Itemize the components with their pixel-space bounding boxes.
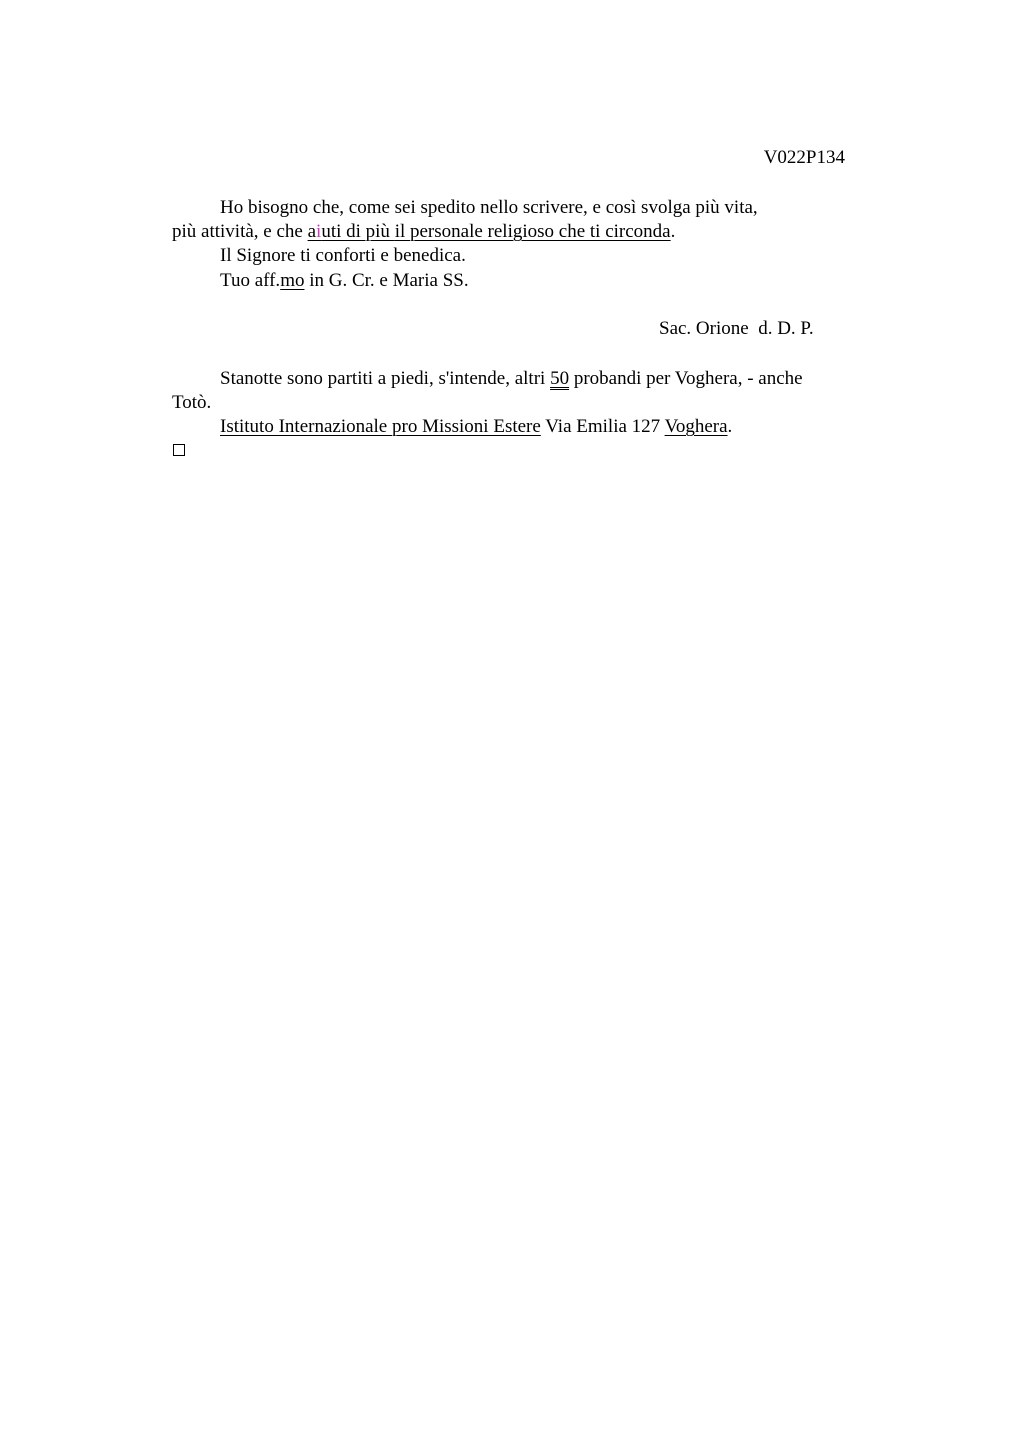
paragraph-line <box>172 220 675 244</box>
text-run: uti di più <box>321 221 395 242</box>
blessing-line <box>220 244 466 268</box>
address-line <box>220 415 732 439</box>
text-run: probandi per Voghera, - anche <box>569 368 803 389</box>
text-run: . <box>727 416 733 437</box>
text-run: più attività, e che <box>172 221 308 242</box>
text-run: Il Signore ti conforti e benedica. <box>220 245 466 266</box>
underlined-text: mo <box>280 270 305 291</box>
closing-line <box>220 269 469 293</box>
text-run: Totò. <box>172 392 212 413</box>
underlined-text <box>308 221 671 242</box>
text-run: a <box>307 221 317 242</box>
text-run: Ho bisogno che, come sei spedito nello scrivere, e così svolga più vita, <box>220 197 758 218</box>
text-run: Tuo aff. <box>220 270 281 291</box>
text-run: . <box>670 221 676 242</box>
inserted-letter: i <box>316 221 322 242</box>
postscript-line <box>172 391 211 415</box>
text-run: il personale religioso che ti circonda <box>394 221 671 242</box>
paragraph-line <box>220 196 758 220</box>
underlined-text: Voghera <box>664 416 728 437</box>
page-reference-code: V022P134 <box>763 147 845 168</box>
text-run: Via Emilia 127 <box>540 416 665 437</box>
double-underlined-number: 50 <box>550 368 570 389</box>
text-run: in G. Cr. e Maria SS. <box>304 270 469 291</box>
end-of-document-box-icon <box>173 444 185 456</box>
text-run: Stanotte sono partiti a piedi, s'intende, altri <box>220 368 551 389</box>
underlined-text: Istituto Internazionale pro Missioni Estere <box>220 416 541 437</box>
signature: Sac. Orione d. D. P. <box>659 318 814 339</box>
postscript-line <box>220 367 803 391</box>
